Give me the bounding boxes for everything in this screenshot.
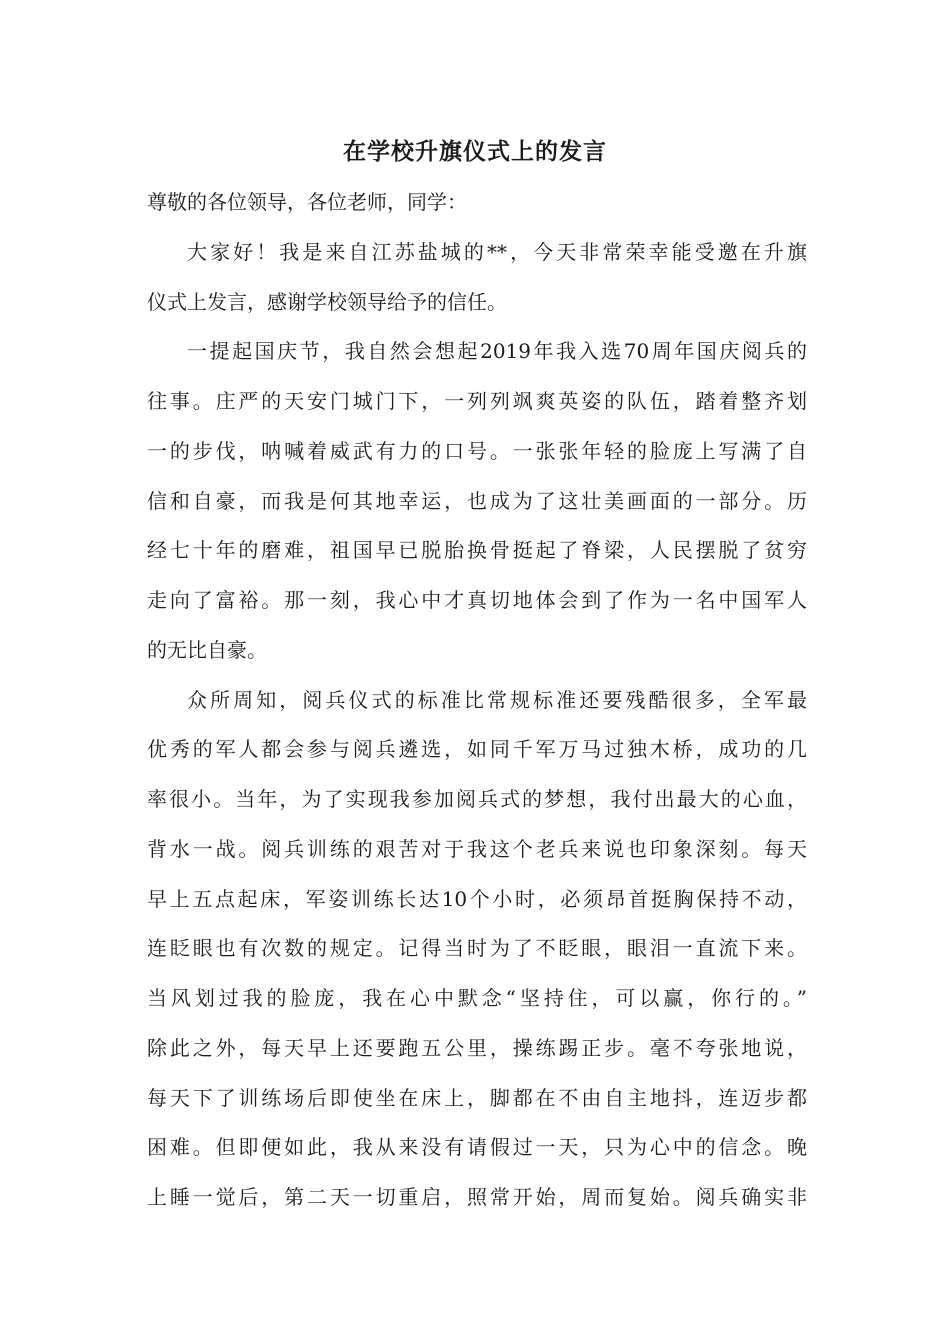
paragraph-line: 连眨眼也有次数的规定。记得当时为了不眨眼，眼泪一直流下来。 [147,936,807,961]
paragraph-line: 大家好！我是来自江苏盐城的**，今天非常荣幸能受邀在升旗 [187,239,807,264]
paragraph-line: 众所周知，阅兵仪式的标准比常规标准还要残酷很多，全军最 [187,687,807,712]
paragraph-line: 率很小。当年，为了实现我参加阅兵式的梦想，我付出最大的心血， [147,787,807,811]
paragraph-line: 上睡一觉后，第二天一切重启，照常开始，周而复始。阅兵确实非 [147,1185,807,1209]
paragraph-line: 除此之外，每天早上还要跑五公里，操练踢正步。毫不夸张地说， [147,1035,807,1060]
salutation-line: 尊敬的各位领导，各位老师，同学： [147,190,467,214]
paragraph-line: 一的步伐，呐喊着威武有力的口号。一张张年轻的脸庞上写满了自 [147,438,807,463]
paragraph-line: 经七十年的磨难，祖国早已脱胎换骨挺起了脊梁，人民摆脱了贫穷 [147,538,807,563]
paragraph-line: 当风划过我的脸庞，我在心中默念“坚持住，可以赢，你行的。” [147,986,807,1010]
paragraph-line: 困难。但即便如此，我从来没有请假过一天，只为心中的信念。晚 [147,1135,807,1160]
paragraph-line: 早上五点起床，军姿训练长达10个小时，必须昂首挺胸保持不动， [147,886,807,911]
paragraph-line: 的无比自豪。 [147,637,267,662]
paragraph-line: 走向了富裕。那一刻，我心中才真切地体会到了作为一名中国军人 [147,588,807,612]
document-title: 在学校升旗仪式上的发言 [343,138,607,165]
paragraph-line: 往事。庄严的天安门城门下，一列列飒爽英姿的队伍，踏着整齐划 [147,389,807,413]
document-body [147,184,807,1229]
paragraph-line: 优秀的军人都会参与阅兵遴选，如同千军万马过独木桥，成功的几 [147,737,807,762]
paragraph-line: 每天下了训练场后即使坐在床上，脚都在不由自主地抖，连迈步都 [147,1085,807,1110]
paragraph-line: 一提起国庆节，我自然会想起2019年我入选70周年国庆阅兵的 [187,339,807,364]
paragraph-line: 信和自豪，而我是何其地幸运，也成为了这壮美画面的一部分。历 [147,488,807,513]
paragraph-line: 背水一战。阅兵训练的艰苦对于我这个老兵来说也印象深刻。每天 [147,836,807,861]
paragraph-line: 仪式上发言，感谢学校领导给予的信任。 [147,289,507,314]
